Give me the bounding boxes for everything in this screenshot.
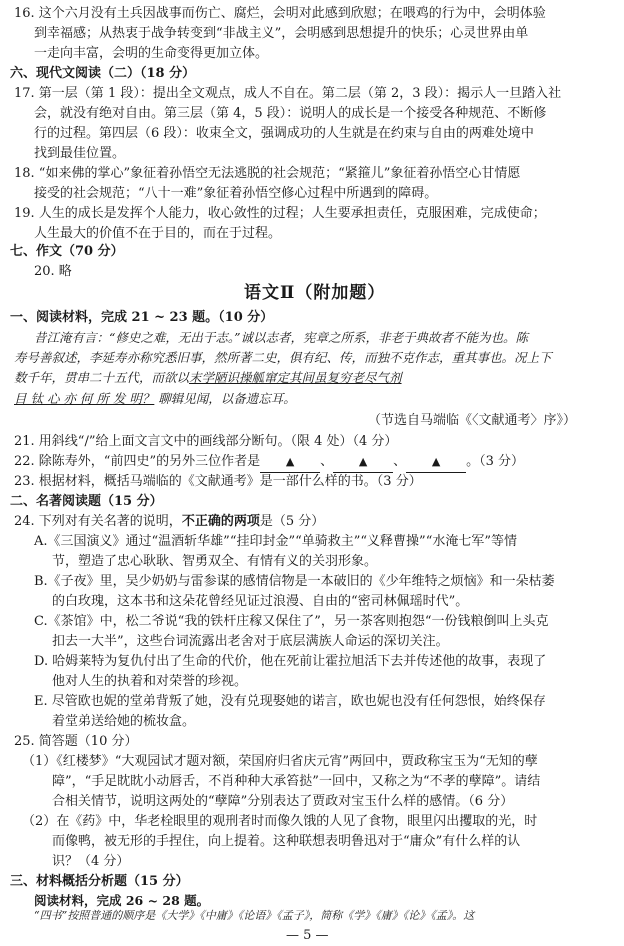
page-number: — 5 —	[286, 928, 329, 943]
question-25-1-line-3: 合相关情节，说明这两处的“孽障”分别表达了贾政对宝玉什么样的感情。（6 分）	[52, 794, 514, 809]
answer-17-line-2: 会，就没有绝对自由。第三层（第 4，5 段）：说明人的成长是一个接受各种规范、不断修	[34, 106, 547, 121]
answer-17-line-4: 找到最佳位置。	[34, 146, 126, 161]
answer-16-line-3: 一走向丰富，会明的生命变得更加立体。	[34, 46, 269, 61]
question-24	[14, 512, 324, 532]
part-two-heading: 二、名著阅读题（15 分）	[10, 494, 163, 509]
part-one-heading: 一、阅读材料，完成 21 ~ 23 题。（10 分）	[10, 310, 274, 325]
passage-line-3-plain: 数千年，贯串二十五代，而欲以	[14, 370, 190, 385]
option-e-line-1: E. 尽管欧也妮的堂弟背叛了她，没有兑现娶她的诺言，欧也妮也没有任何怨恨，始终保存	[34, 694, 546, 709]
answer-blank-3[interactable]: ▲	[406, 452, 466, 473]
answer-19-line-2: 人生最大的价值不在于目的，而在于过程。	[34, 226, 282, 241]
part-three-heading: 三、材料概括分析题（15 分）	[10, 874, 189, 889]
passage-source: （节选自马端临《〈文献通考〉序》）	[368, 413, 577, 428]
part-three-subheading: 阅读材料，完成 26 ~ 28 题。	[34, 893, 210, 908]
answer-19-line-1: 19. 人生的成长是发挥个人能力，收心敛性的过程；人生要承担责任，克服困难，完成使命；	[14, 206, 546, 221]
answer-18-line-1: 18. “如来佛的掌心”象征着孙悟空无法逃脱的社会规范；“紧箍儿”象征着孙悟空心甘情愿	[14, 166, 521, 181]
answer-17-line-3: 行的过程。第四层（6 段）：收束全文，强调成功的人生就是在约束与自由的两难处境中	[34, 126, 534, 141]
option-b-line-1: B.《子夜》里，吴少奶奶与雷参谋的感情信物是一本破旧的《少年维特之烦恼》和一朵枯萎	[34, 574, 555, 589]
question-25-1-line-2: 障”，“手足眈眈小动唇舌，不肖种种大承笞挞”一回中，又称之为“不孝的孽障”。请结	[52, 774, 541, 789]
option-d-line-2: 他对人生的执着和对荣誉的珍视。	[52, 674, 248, 689]
question-24-tail: 是（5 分）	[259, 514, 325, 529]
answer-18-line-2: 接受的社会规范；“八十一难”象征着孙悟空修心过程中所遇到的障碍。	[34, 186, 438, 201]
question-22-text: 22. 除陈寿外，“前四史”的另外三位作者是	[14, 454, 261, 469]
material-line-1: “四书”按照普通的顺序是《大学》《中庸》《论语》《孟子》，简称《学》《庸》《论》《孟》。这	[34, 909, 475, 922]
option-c-line-2: 扣去一大半”，这些台词流露出老舍对于底层满族人命运的深切关注。	[52, 634, 449, 649]
section-six-heading: 六、现代文阅读（二）（18 分）	[10, 66, 196, 81]
question-24-text: 24. 下列对有关名著的说明，	[14, 514, 182, 529]
answer-16-line-2: 到幸福感；从热衷于战争转变到“非战主义”，会明感到思想提升的快乐；心灵世界由单	[34, 26, 529, 41]
classical-passage-line-4	[14, 389, 296, 409]
option-b-line-2: 的白玫瑰，这本书和这朵花曾经见证过浪漫、自由的“密司林佩瑶时代”。	[52, 594, 469, 609]
answer-20: 20. 略	[34, 264, 72, 279]
question-24-emphasis: 不正确的两项	[181, 514, 260, 529]
classical-passage-line-2: 寿号善叙述，李延寿亦称究悉旧事，然所著二史，俱有纪、传，而独不克作志，重其事也。况上下	[14, 350, 552, 365]
answer-16-line-1: 16. 这个六月没有土兵因战事而伤亡、腐烂，会明对此感到欣慰；在喂鸡的行为中，会明体验	[14, 6, 546, 21]
question-25: 25. 简答题（10 分）	[14, 734, 138, 749]
answer-blank-1[interactable]: ▲	[260, 452, 320, 473]
passage-underlined-segment-1: 末学陋识操觚窜定其间虽复穷老尽气剂	[189, 370, 402, 385]
question-25-1-line-1: （1）《红楼梦》“大观园试才题对额，荣国府归省庆元宵”两回中，贾政称宝玉为“无知的孽	[22, 754, 538, 769]
option-d-line-1: D. 哈姆莱特为复仇付出了生命的代价，他在死前让霍拉旭活下去并传述他的故事，表现了	[34, 654, 547, 669]
passage-line-3-rendered	[14, 370, 402, 385]
classical-passage-line-3	[14, 368, 402, 388]
question-21: 21. 用斜线“/”给上面文言文中的画线部分断句。（限 4 处）（4 分）	[14, 434, 398, 449]
question-25-2-line-3: 识？（4 分）	[52, 854, 130, 869]
extra-section-title: 语文Ⅱ（附加题）	[244, 283, 386, 303]
option-a-line-2: 节，塑造了忠心耿耿、智勇双全、有情有义的关羽形象。	[52, 554, 378, 569]
answer-17-line-1: 17. 第一层（第 1 段）：提出全文观点，成人不自在。第二层（第 2，3 段）：揭示人一旦踏入社	[14, 86, 562, 101]
answer-blank-2[interactable]: ▲	[333, 452, 393, 473]
option-e-line-2: 着堂弟送给她的梳妆盒。	[52, 714, 196, 729]
question-23: 23. 根据材料，概括马端临的《文献通考》是一部什么样的书。（3 分）	[14, 474, 422, 489]
question-25-2-line-1: （2）在《药》中，华老栓眼里的观刑者时而像久饿的人见了食物，眼里闪出攫取的光，时	[22, 814, 538, 829]
option-a-line-1: A.《三国演义》通过“温酒斩华雄”“挂印封金”“单骑救主”“义释曹操”“水淹七军”等情	[34, 534, 517, 549]
question-22: 22. 除陈寿外，“前四史”的另外三位作者是 ▲ 、 ▲ 、 ▲ 。（3 分）	[14, 452, 524, 473]
passage-underlined-segment-2: 目 钛 心 亦 何 所 发 明？	[14, 391, 155, 406]
classical-passage-line-1: 昔江淹有言：“修史之难，无出于志。”诚以志者，宪章之所系，非老于典故者不能为也。陈	[34, 330, 529, 345]
question-25-2-line-2: 而像鸭，被无形的手捏住，向上提着。这种联想表明鲁迅对于“庸众”有什么样的认	[52, 834, 521, 849]
option-c-line-1: C.《茶馆》中，松二爷说“我的铁杆庄稼又保住了”，另一茶客则抱怨“一份钱粮倒叫上头克	[34, 614, 549, 629]
passage-line-4-plain: 聊辑见闻，以备遗忘耳。	[154, 391, 296, 406]
question-22-score: 。（3 分）	[466, 454, 525, 469]
section-seven-heading: 七、作文（70 分）	[10, 244, 124, 259]
